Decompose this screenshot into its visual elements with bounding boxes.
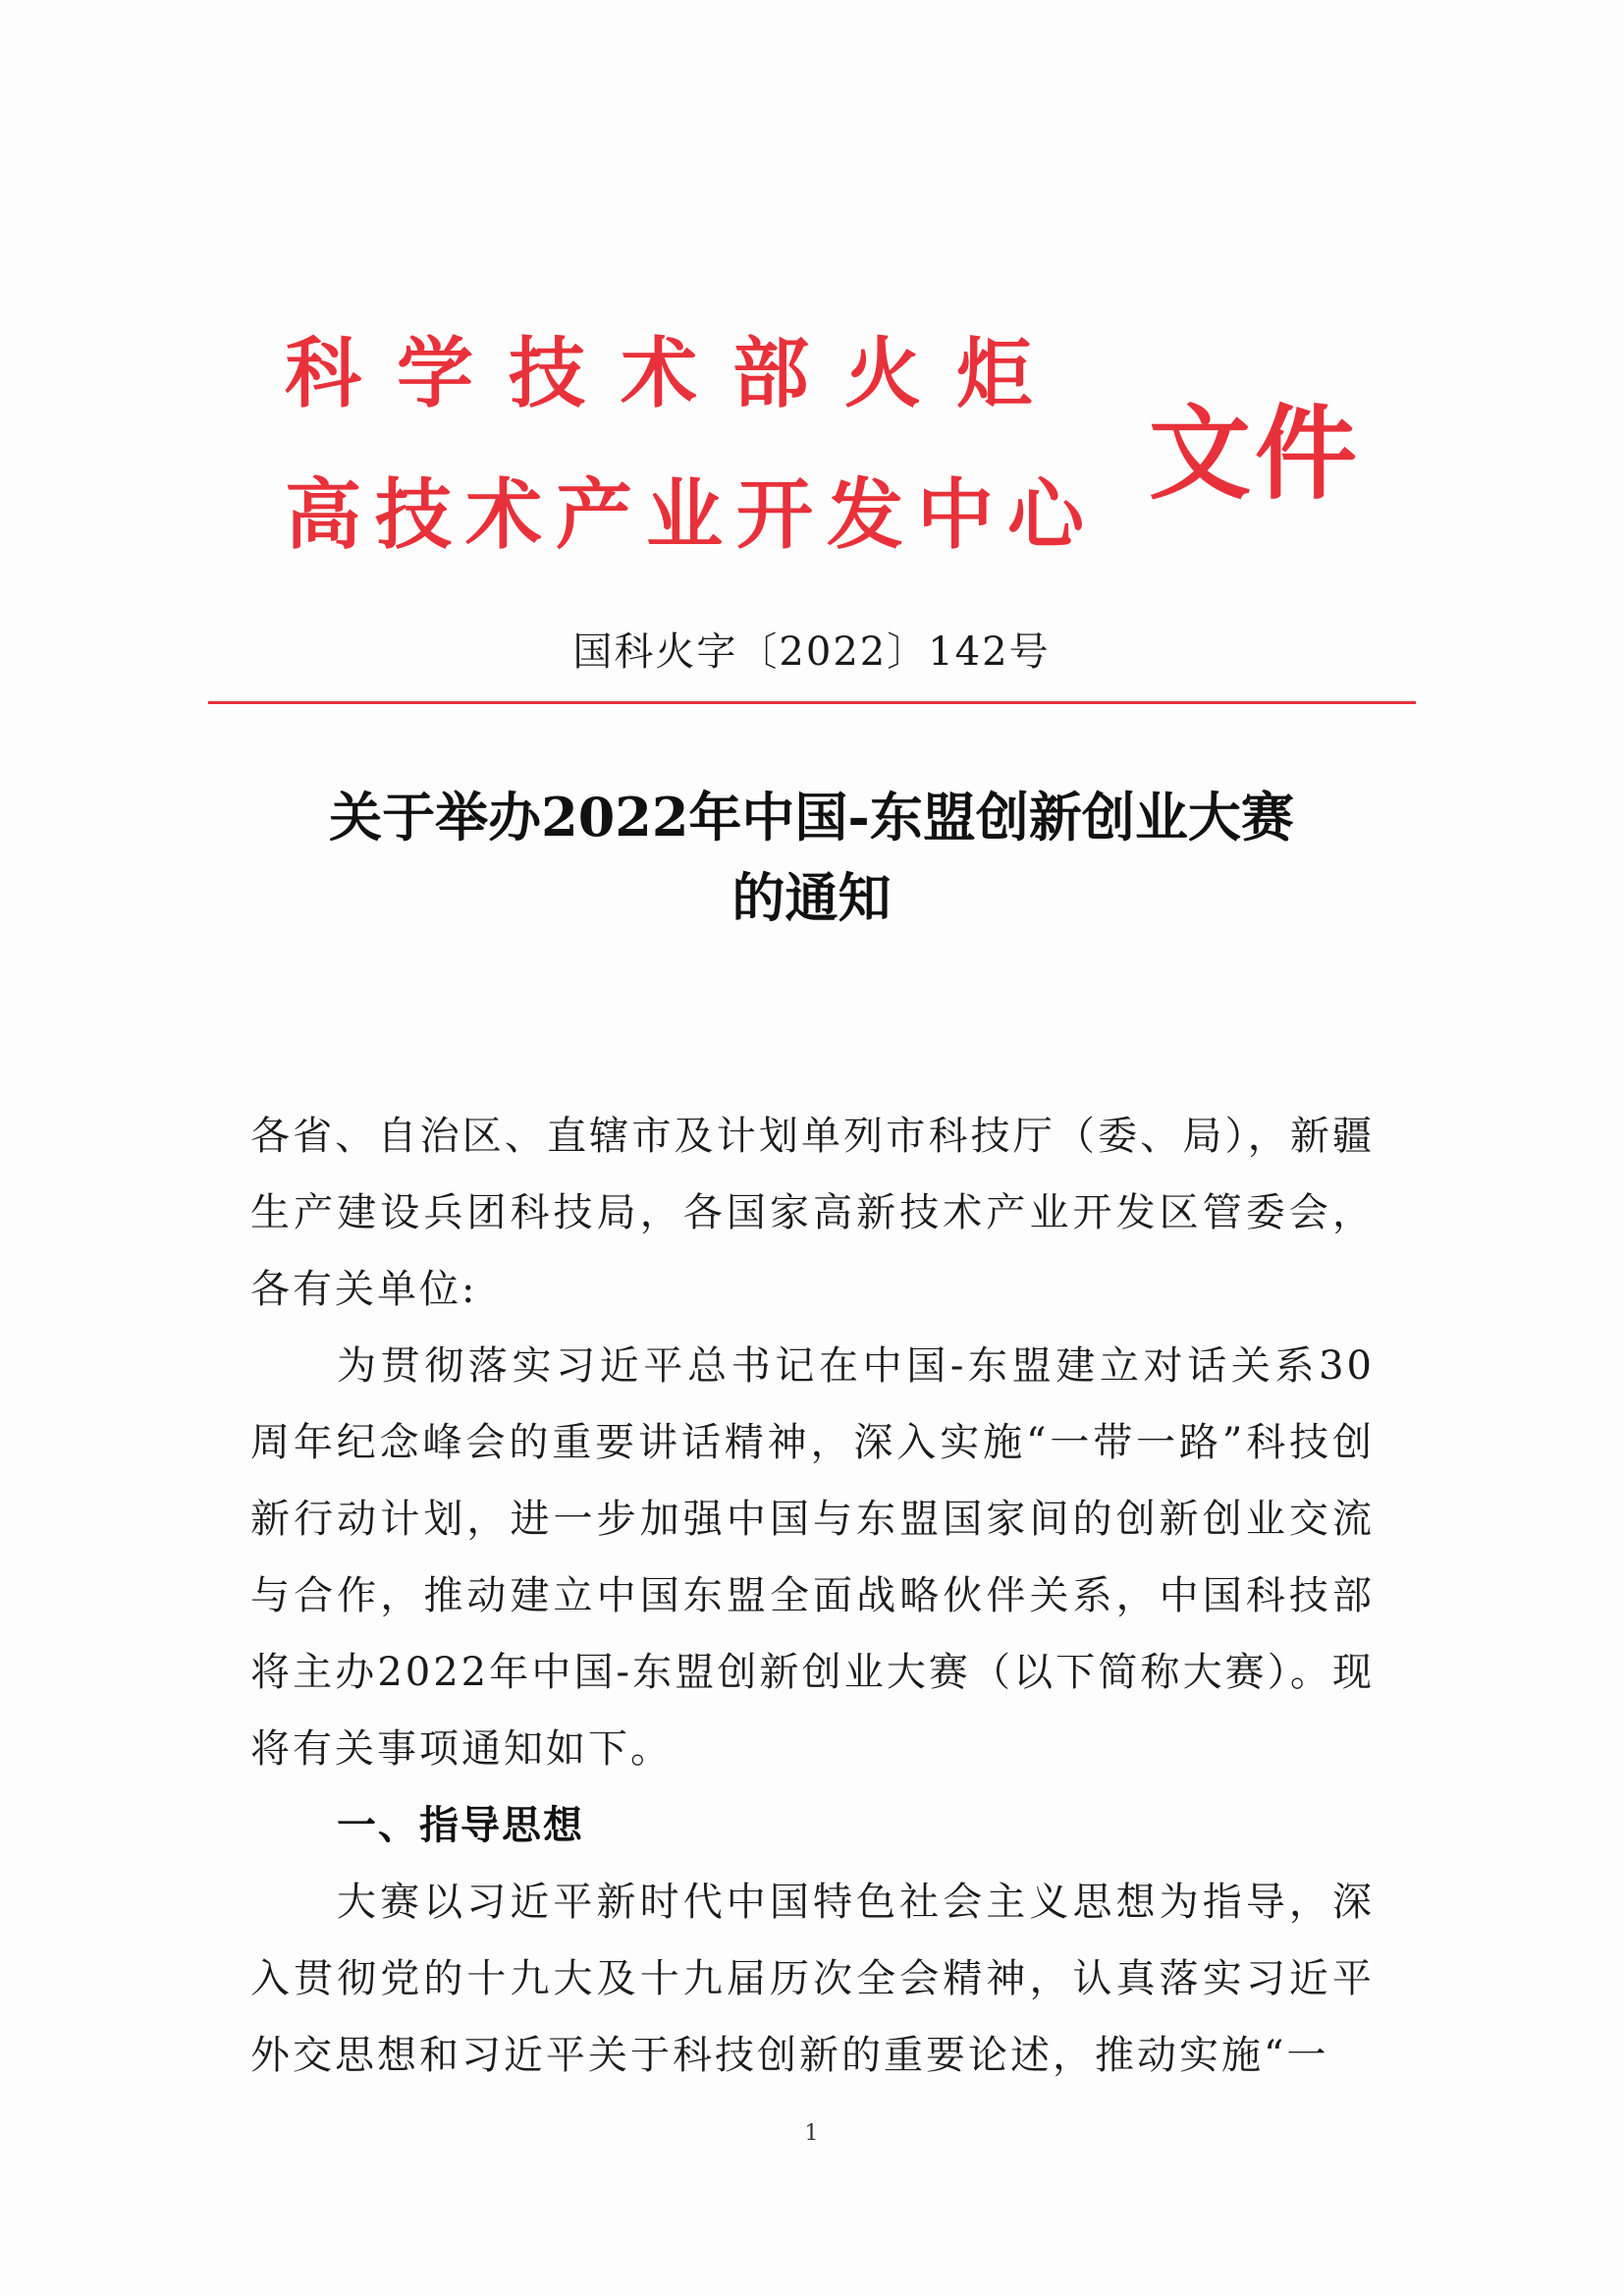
addressee-paragraph: 各省、自治区、直辖市及计划单列市科技厅（委、局），新疆生产建设兵团科技局，各国家高新技术产业开发区管委会，各有关单位: (250, 1114, 1375, 1312)
document-title-line-1: 关于举办2022年中国-东盟创新创业大赛 (329, 786, 1294, 848)
page-number: 1 (804, 2121, 819, 2146)
body-paragraph-1: 为贯彻落实习近平总书记在中国-东盟建立对话关系30周年纪念峰会的重要讲话精神，深入实施“一带一路”科技创新行动计划，进一步加强中国与东盟国家间的创新创业交流与合作，推动建立中国东盟全面战略伙伴关系，中国科技部将主办2022年中国-东盟创新创业大赛（以下简称大赛）。现将有关事项通知如下。 (250, 1343, 1375, 1772)
document-number: 国科火字〔2022〕142号 (572, 629, 1051, 675)
body-paragraph-2: 大赛以习近平新时代中国特色社会主义思想为指导，深入贯彻党的十九大及十九届历次全会精神，认真落实习近平外交思想和习近平关于科技创新的重要论述，推动实施“一 (250, 1880, 1375, 2078)
letterhead-line-1: 科学技术部火炬 (285, 329, 1069, 418)
document-title-line-2: 的通知 (731, 866, 892, 929)
red-divider-line (208, 701, 1416, 704)
letterhead-suffix: 文件 (1149, 393, 1362, 514)
letterhead-line-2: 高技术产业开发中心 (285, 470, 1099, 560)
section-heading-1: 一、指导思想 (337, 1803, 584, 1848)
